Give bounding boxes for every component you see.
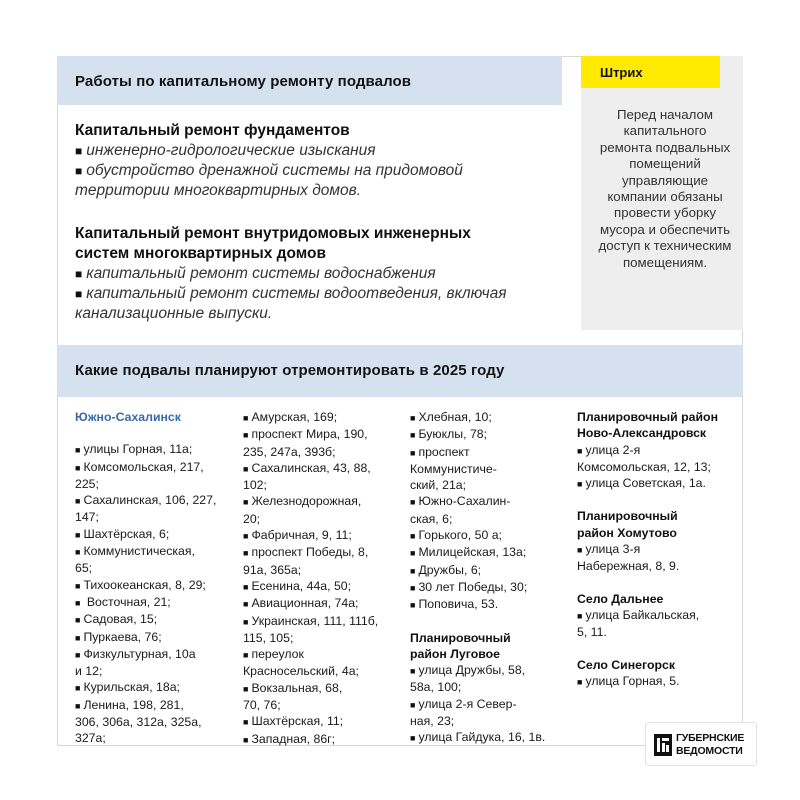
foundation-repair-title: Капитальный ремонт фундаментов xyxy=(75,122,350,139)
address-text: Украинская, 111, 111б, xyxy=(251,613,379,628)
address-text: Шахтёрская, 11; xyxy=(251,714,344,729)
address-text: Поповича, 53. xyxy=(418,597,499,612)
address-text: проспект xyxy=(418,444,470,459)
bullet-icon: ■ xyxy=(243,581,249,592)
address-item xyxy=(410,444,570,494)
address-list xyxy=(410,662,570,746)
bullet-icon: ■ xyxy=(75,529,81,540)
address-text: ский, 21а; xyxy=(410,478,467,493)
bullet-icon: ■ xyxy=(410,430,416,441)
address-text: улица 2-я xyxy=(585,442,641,457)
column-3 xyxy=(410,409,570,747)
logo-mark-icon xyxy=(654,734,672,756)
address-item xyxy=(410,493,570,527)
address-text: улица 2-я Север- xyxy=(418,696,517,711)
address-text: Железнодорожная, xyxy=(251,494,362,509)
address-item xyxy=(243,493,403,527)
address-item xyxy=(243,646,403,680)
bullet-icon: ■ xyxy=(243,650,249,661)
address-text: 115, 105; xyxy=(243,630,294,645)
address-item xyxy=(75,577,235,594)
engineering-systems-title-2: систем многоквартирных домов xyxy=(75,245,327,262)
address-text: 5, 11. xyxy=(577,625,607,640)
bullet-icon: ■ xyxy=(410,666,416,677)
address-text: Тихоокеанская, 8, 29; xyxy=(83,577,206,592)
address-list xyxy=(577,541,737,575)
address-item xyxy=(577,541,737,575)
bullet-line: ■ инженерно-гидрологические изыскания xyxy=(75,142,376,159)
address-item xyxy=(243,595,403,612)
bullet-icon: ■ xyxy=(410,600,416,611)
bullet-icon: ■ xyxy=(75,445,81,456)
address-item xyxy=(243,680,403,714)
address-text: Вокзальная, 68, xyxy=(251,680,343,695)
address-text: Физкультурная, 10а xyxy=(83,646,196,661)
engineering-systems-title: Капитальный ремонт внутридомовых инженерных xyxy=(75,225,471,242)
address-text: Сахалинская, 43, 88, xyxy=(251,460,371,475)
sidebar-tab xyxy=(581,56,720,88)
bullet-icon: ■ xyxy=(410,565,416,576)
bullet-icon: ■ xyxy=(243,717,249,728)
address-text: улица Дружбы, 58, xyxy=(418,663,526,678)
address-item xyxy=(410,409,570,426)
address-text: ская, 6; xyxy=(410,511,453,526)
address-item xyxy=(410,696,570,730)
address-item xyxy=(410,596,570,613)
address-text: Южно-Сахалин- xyxy=(418,494,511,509)
address-item xyxy=(243,426,403,460)
address-text: 30 лет Победы, 30; xyxy=(418,579,528,594)
bullet-icon: ■ xyxy=(410,699,416,710)
address-item xyxy=(75,646,235,680)
top-section-title: Работы по капитальному ремонту подвалов xyxy=(75,73,412,90)
address-text: Сахалинская, 106, 227, xyxy=(83,493,217,508)
address-text: 20; xyxy=(243,511,261,526)
address-text: Фабричная, 9, 11; xyxy=(251,528,352,543)
address-text: улица 3-я xyxy=(585,542,641,557)
bullet-icon: ■ xyxy=(75,462,81,473)
bullet-icon: ■ xyxy=(577,676,583,687)
address-item xyxy=(243,731,403,748)
address-item xyxy=(577,607,737,641)
bullet-line-continuation: территории многоквартирных домов. xyxy=(75,182,362,199)
address-item xyxy=(410,562,570,579)
address-item xyxy=(243,460,403,494)
bullet-icon: ■ xyxy=(75,547,81,558)
district-heading-2: район Хомутово xyxy=(577,525,677,540)
address-item xyxy=(75,526,235,543)
address-item xyxy=(577,673,737,690)
address-item xyxy=(75,492,235,526)
address-text: Буюклы, 78; xyxy=(418,427,488,442)
address-text: улица Горная, 5. xyxy=(585,673,680,688)
bullet-icon: ■ xyxy=(75,496,81,507)
address-text: 225; xyxy=(75,476,99,491)
address-item xyxy=(75,679,235,696)
foundation-repair-block xyxy=(75,121,555,201)
bullet-icon: ■ xyxy=(75,164,83,178)
address-item xyxy=(410,544,570,561)
address-item xyxy=(75,543,235,577)
address-text: Горького, 50 а; xyxy=(418,528,502,543)
address-list xyxy=(577,442,737,493)
bullet-line-continuation: канализационные выпуски. xyxy=(75,305,273,322)
address-text: ная, 23; xyxy=(410,714,455,729)
bullet-line: ■ обустройство дренажной системы на придомовой xyxy=(75,162,463,179)
bullet-icon: ■ xyxy=(75,700,81,711)
bullet-icon: ■ xyxy=(75,267,83,281)
address-list xyxy=(410,409,570,614)
publisher-logo xyxy=(645,722,757,766)
bullet-icon: ■ xyxy=(577,479,583,490)
address-item xyxy=(75,594,235,611)
bullet-icon: ■ xyxy=(410,733,416,744)
bullet-icon: ■ xyxy=(410,447,416,458)
address-text: Авиационная, 74а; xyxy=(251,596,359,611)
bullet-icon: ■ xyxy=(75,632,81,643)
address-text: Комсомольская, 12, 13; xyxy=(577,459,711,474)
address-text: Амурская, 169; xyxy=(251,410,338,424)
bullet-icon: ■ xyxy=(410,413,416,423)
bullet-icon: ■ xyxy=(243,413,249,423)
address-text: Коммунистическая, xyxy=(83,544,195,559)
address-item xyxy=(75,629,235,646)
bullet-line: ■ капитальный ремонт системы водоснабжения xyxy=(75,265,436,282)
address-text: 58а, 100; xyxy=(410,680,462,695)
bullet-icon: ■ xyxy=(243,463,249,474)
bullet-icon: ■ xyxy=(243,599,249,610)
address-text: Восточная, 21; xyxy=(83,594,171,609)
address-item xyxy=(243,613,403,647)
address-item xyxy=(577,442,737,476)
district-heading: Планировочный район xyxy=(577,410,718,424)
address-text: и 12; xyxy=(75,664,103,679)
address-text: улицы Горная, 11а; xyxy=(83,442,193,457)
engineering-systems-block xyxy=(75,224,555,324)
address-text: Набережная, 8, 9. xyxy=(577,559,680,574)
district-heading-2: Ново-Александровск xyxy=(577,426,707,441)
address-item xyxy=(243,578,403,595)
district-heading-2: район Луговое xyxy=(410,646,500,661)
address-text: Комсомольская, 217, xyxy=(83,459,204,474)
city-heading: Южно-Сахалинск xyxy=(75,410,181,424)
bullet-icon: ■ xyxy=(410,548,416,559)
address-item xyxy=(75,441,235,458)
address-text: Ленина, 198, 281, xyxy=(83,697,184,712)
address-item xyxy=(243,409,403,426)
address-text: Милицейская, 13а; xyxy=(418,545,527,560)
address-text: Западная, 86г; xyxy=(251,731,336,746)
address-list xyxy=(577,673,737,690)
village-heading: Село Дальнее xyxy=(577,591,664,606)
bullet-icon: ■ xyxy=(577,545,583,556)
address-text: Красносельский, 4а; xyxy=(243,664,359,679)
address-list xyxy=(243,409,403,748)
address-item xyxy=(410,527,570,544)
address-item xyxy=(75,611,235,628)
address-item xyxy=(243,544,403,578)
logo-text: ГУБЕРНСКИЕ ВЕДОМОСТИ xyxy=(676,732,745,757)
address-text: 102; xyxy=(243,478,267,493)
address-text: 235, 247а, 393б; xyxy=(243,444,336,459)
addresses-section-title: Какие подвалы планируют отремонтировать в 2025 году xyxy=(75,362,505,379)
bullet-icon: ■ xyxy=(410,582,416,593)
address-text: Шахтёрская, 6; xyxy=(83,526,170,541)
bullet-icon: ■ xyxy=(243,531,249,542)
bullet-icon: ■ xyxy=(243,430,249,441)
address-text: 91а, 365а; xyxy=(243,562,302,577)
bullet-icon: ■ xyxy=(410,531,416,542)
address-item xyxy=(243,713,403,730)
address-text: 327а; xyxy=(75,731,106,746)
bullet-icon: ■ xyxy=(243,548,249,559)
address-text: 147; xyxy=(75,510,99,525)
bullet-icon: ■ xyxy=(243,616,249,627)
bullet-icon: ■ xyxy=(577,610,583,621)
addresses-section-header xyxy=(57,345,743,397)
top-section-header xyxy=(57,56,562,105)
bullet-icon: ■ xyxy=(243,497,249,508)
address-item xyxy=(577,475,737,492)
address-text: 306, 306а, 312а, 325а, xyxy=(75,715,202,730)
address-text: Хлебная, 10; xyxy=(418,410,492,424)
address-text: Коммунистиче- xyxy=(410,461,497,476)
address-text: Курильская, 18а; xyxy=(83,680,180,695)
bullet-icon: ■ xyxy=(75,597,81,608)
address-item xyxy=(410,662,570,696)
address-item xyxy=(410,729,570,746)
address-text: улица Советская, 1а. xyxy=(585,476,706,491)
bullet-icon: ■ xyxy=(577,445,583,456)
address-item xyxy=(410,426,570,443)
sidebar-text: Перед началом капитального ремонта подвальных помещений управляющие компании обязаны провести уборку мусора и обеспечить доступ к техническим помещениям. xyxy=(598,107,732,270)
address-text: улица Гайдука, 16, 1в. xyxy=(418,730,546,745)
column-1 xyxy=(75,409,235,747)
address-text: переулок xyxy=(251,647,304,662)
address-text: Есенина, 44а, 50; xyxy=(251,578,352,593)
column-2 xyxy=(243,409,403,748)
district-heading: Планировочный xyxy=(410,630,511,645)
address-list xyxy=(577,607,737,641)
address-text: Пуркаева, 76; xyxy=(83,629,162,644)
bullet-icon: ■ xyxy=(243,734,249,745)
address-item xyxy=(243,527,403,544)
address-text: проспект Победы, 8, xyxy=(251,545,369,560)
bullet-icon: ■ xyxy=(75,287,83,301)
address-item xyxy=(75,697,235,747)
column-4 xyxy=(577,409,737,690)
bullet-icon: ■ xyxy=(75,649,81,660)
bullet-icon: ■ xyxy=(75,683,81,694)
address-text: Дружбы, 6; xyxy=(418,562,482,577)
bullet-icon: ■ xyxy=(243,683,249,694)
bullet-icon: ■ xyxy=(75,144,83,158)
address-text: проспект Мира, 190, xyxy=(251,427,368,442)
bullet-icon: ■ xyxy=(75,615,81,626)
village-heading: Село Синегорск xyxy=(577,657,675,672)
address-text: Садовая, 15; xyxy=(83,612,158,627)
bullet-line: ■ капитальный ремонт системы водоотведения, включая xyxy=(75,285,507,302)
bullet-icon: ■ xyxy=(75,580,81,591)
address-item xyxy=(75,459,235,493)
address-text: 65; xyxy=(75,561,93,576)
district-heading: Планировочный xyxy=(577,509,678,524)
bullet-icon: ■ xyxy=(410,497,416,508)
address-text: улица Байкальская, xyxy=(585,607,700,622)
address-text: 70, 76; xyxy=(243,698,281,713)
address-item xyxy=(410,579,570,596)
address-list xyxy=(75,441,235,746)
sidebar-tab-label: Штрих xyxy=(600,65,643,80)
